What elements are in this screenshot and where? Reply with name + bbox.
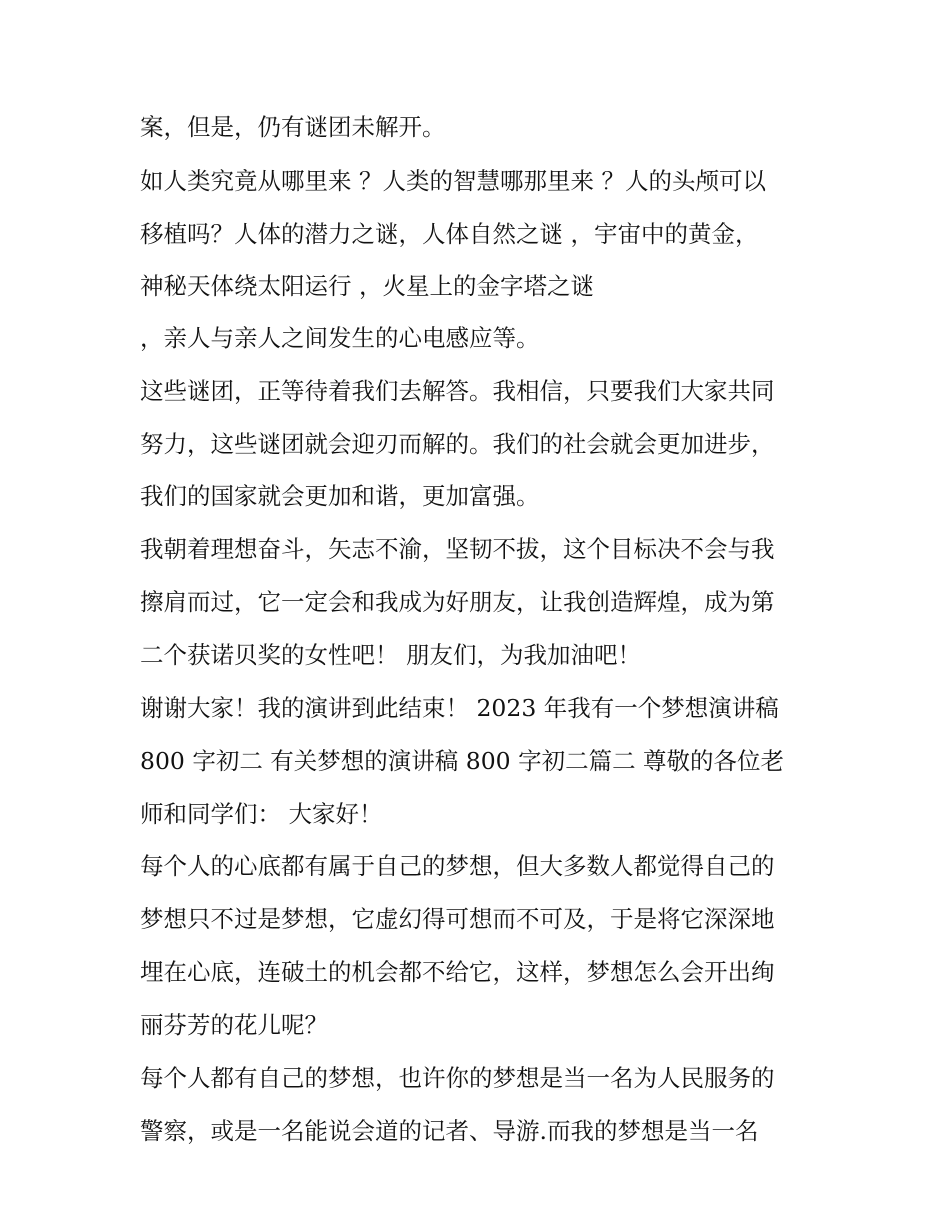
text-line: 我朝着理想奋斗，矢志不渝，坚韧不拔，这个目标决不会与我 — [140, 535, 775, 563]
text-line: 我们的国家就会更加和谐，更加富强。 — [140, 482, 540, 510]
text-line: 警察，或是一名能说会道的记者、导游.而我的梦想是当一名 — [140, 1117, 759, 1145]
text-line: 师和同学们： 大家好！ — [140, 800, 383, 828]
text-line: 每个人都有自己的梦想，也许你的梦想是当一名为人民服务的 — [140, 1064, 775, 1092]
text-line: 努力，这些谜团就会迎刃而解的。我们的社会就会更加进步， — [140, 430, 775, 458]
text-line: 擦肩而过，它一定会和我成为好朋友，让我创造辉煌，成为第 — [140, 588, 775, 616]
text-line: 神秘天体绕太阳运行 ，火星上的金字塔之谜 — [140, 272, 594, 300]
text-line: 如人类究竟从哪里来 ？人类的智慧哪那里来 ？人的头颅可以 — [140, 167, 766, 195]
text-line: 移植吗？人体的潜力之谜，人体自然之谜 ，宇宙中的黄金， — [140, 220, 759, 248]
text-line: 二个获诺贝奖的女性吧！ 朋友们，为我加油吧！ — [140, 641, 641, 669]
text-line: ，亲人与亲人之间发生的心电感应等。 — [140, 324, 540, 352]
text-line: 丽芬芳的花儿呢？ — [140, 1011, 328, 1039]
text-line: 案，但是，仍有谜团未解开。 — [140, 113, 446, 141]
text-line: 这些谜团，正等待着我们去解答。我相信，只要我们大家共同 — [140, 377, 775, 405]
text-line: 埋在心底，连破土的机会都不给它，这样，梦想怎么会开出绚 — [140, 958, 775, 986]
text-line: 梦想只不过是梦想，它虚幻得可想而不可及，于是将它深深地 — [140, 905, 775, 933]
text-line: 每个人的心底都有属于自己的梦想，但大多数人都觉得自己的 — [140, 852, 775, 880]
text-line: 谢谢大家！我的演讲到此结束！ 2023 年我有一个梦想演讲稿 — [140, 694, 779, 722]
text-line: 800 字初二 有关梦想的演讲稿 800 字初二篇二 尊敬的各位老 — [140, 747, 785, 775]
